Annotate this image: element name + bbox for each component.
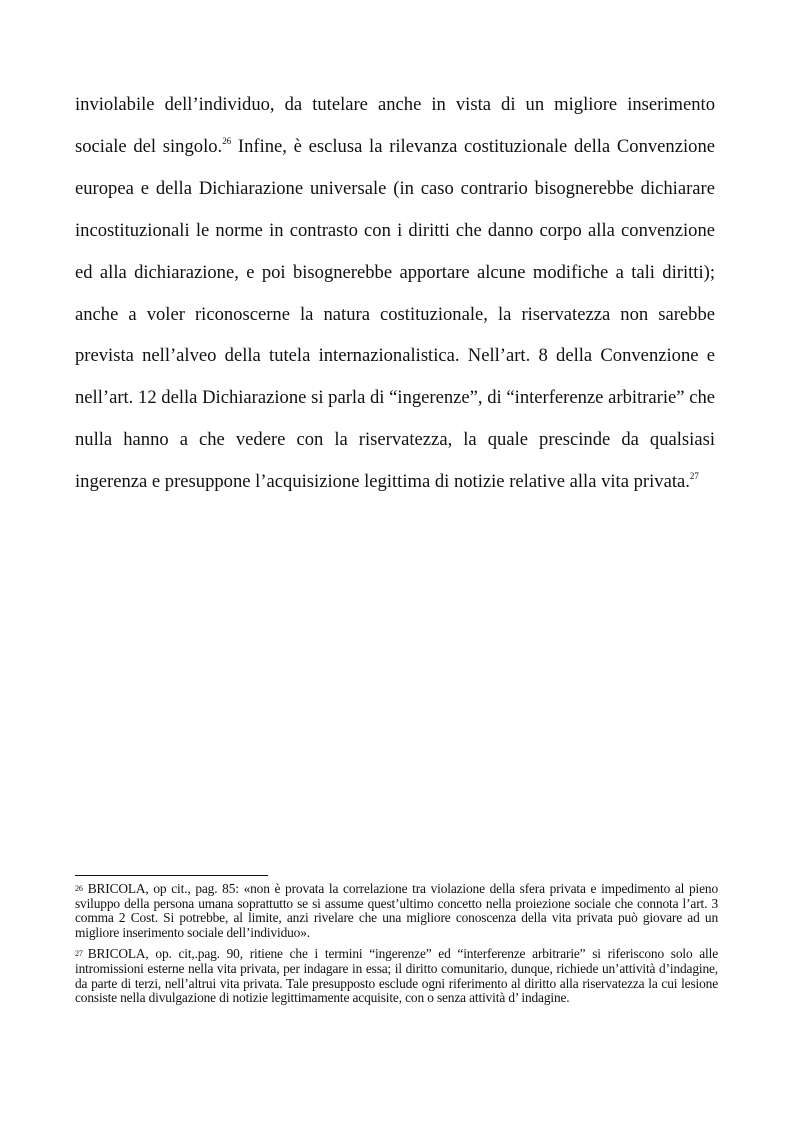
footnote-27	[75, 947, 718, 1005]
footnote-ref-26: 26	[222, 135, 232, 146]
footnote-separator	[75, 875, 268, 876]
footnote-ref-27: 27	[689, 471, 699, 482]
footnote-text: BRICOLA, op. cit,.pag. 90, ritiene che i termini “ingerenze” ed “interferenze arbitrarie” si riferiscono solo alle intromissioni esterne nella vita privata, per indagare in essa; il diritto comunitario, dunque, richiede un’attività d’indagine, da parte di terzi, nell’altrui vita privata. Tale presupposto esclude ogni riferimento al diritto alla riservatezza la cui lesione consiste nella divulgazione di notizie legittimamente acquisite, con o senza attività d’ indagine.	[75, 946, 718, 1006]
footnotes-section	[75, 882, 718, 1013]
footnote-number: 27	[75, 949, 83, 959]
footnote-26	[75, 882, 718, 940]
body-paragraph	[75, 84, 715, 503]
footnote-number: 26	[75, 884, 83, 893]
body-text-part-2: Infine, è esclusa la rilevanza costituzionale della Convenzione europea e della Dichiarazione universale (in caso contrario bisognerebbe dichiarare incostituzionali le norme in contrasto con i diritti che danno corpo alla convenzione ed alla dichiarazione, e poi bisognerebbe apportare alcune modifiche a tali diritti); anche a voler riconoscerne la natura costituzionale, la riservatezza non sarebbe prevista nell’alveo della tutela internazionalistica. Nell’art. 8 della Convenzione e nell’art. 12 della Dichiarazione si parla di “ingerenze”, di “interferenze arbitrarie” che nulla hanno a che vedere con la riservatezza, la quale prescinde da qualsiasi ingerenza e presuppone l’acquisizione legittima di notizie relative alla vita privata.	[75, 135, 715, 493]
body-text-part-1: inviolabile dell’individuo, da tutelare anche in vista di un migliore inserimento sociale del singolo.	[75, 94, 715, 157]
footnote-text: BRICOLA, op cit., pag. 85: «non è provata la correlazione tra violazione della sfera privata e impedimento al pieno sviluppo della persona umana soprattutto se si assume quest’ultimo concetto nella proiezione sociale che connota l’art. 3 comma 2 Cost. Si potrebbe, al limite, anzi rivelare che una migliore conoscenza della vita privata può giovare ad un migliore inserimento sociale dell’individuo».	[75, 881, 718, 940]
